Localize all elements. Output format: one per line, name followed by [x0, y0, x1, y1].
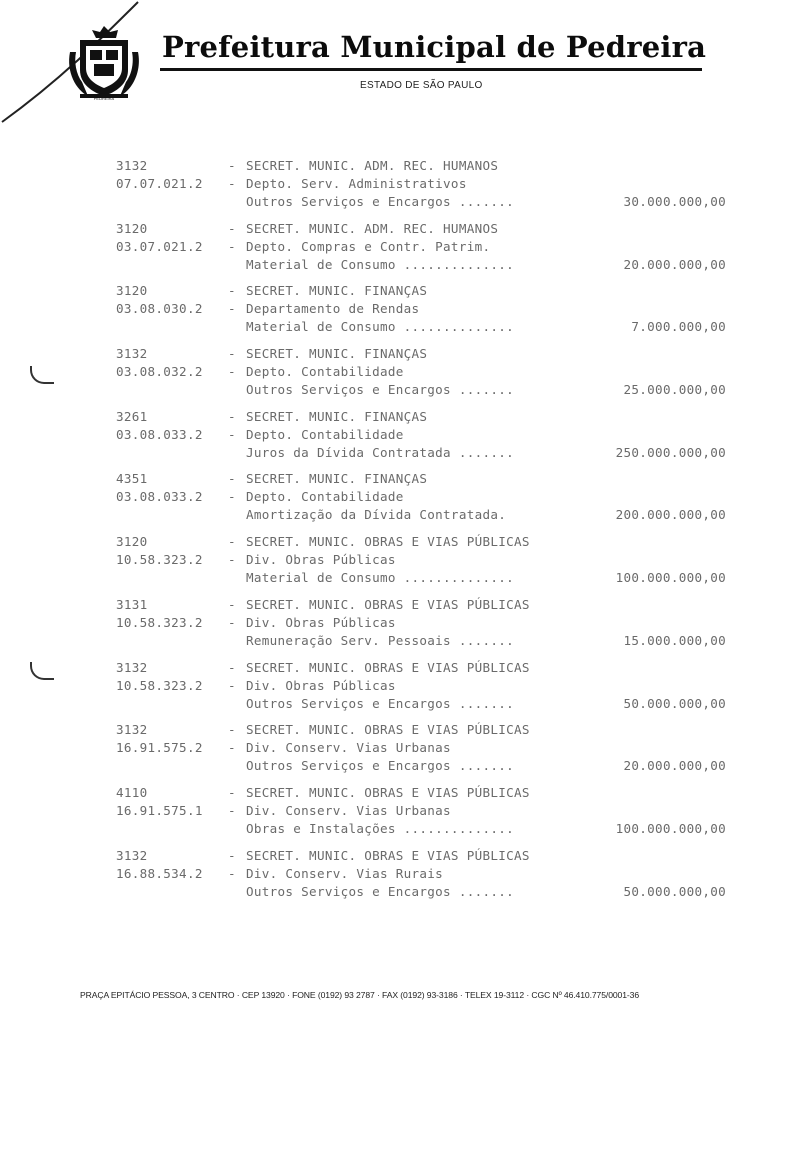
budget-entry: [116, 408, 736, 471]
program-code: 10.58.323.2: [116, 552, 203, 568]
budget-entry: [116, 282, 736, 345]
entry-dash: -: [228, 176, 236, 191]
entry-line: [116, 175, 736, 193]
expense-code: 4110: [116, 784, 148, 800]
entry-amount: 50.000.000,00: [623, 695, 726, 711]
program-code: 16.88.534.2: [116, 865, 203, 881]
entry-line: [116, 363, 736, 381]
entry-dash: -: [228, 614, 236, 630]
entry-line: [116, 282, 736, 300]
expense-code: 3120: [116, 283, 148, 299]
program-code: 16.91.575.1: [116, 802, 203, 818]
entry-amount: 200.000.000,00: [615, 507, 726, 523]
budget-entry: [116, 470, 736, 533]
entry-dash: -: [228, 722, 236, 738]
entry-line: [116, 220, 736, 238]
entry-dash: -: [228, 364, 236, 380]
entry-line: [116, 695, 736, 713]
entry-dash: -: [228, 784, 236, 800]
expense-code: 3132: [116, 722, 148, 738]
unit-name: Depto. Compras e Contr. Patrim.: [246, 238, 491, 254]
expense-code: 3132: [116, 346, 148, 362]
entry-line: [116, 193, 736, 211]
unit-name: Div. Conserv. Vias Urbanas: [246, 802, 451, 818]
entry-dash: -: [228, 802, 236, 818]
entry-line: [116, 300, 736, 318]
unit-name: Depto. Serv. Administrativos: [246, 176, 467, 191]
expense-item: Outros Serviços e Encargos .......: [246, 382, 514, 398]
unit-name: Div. Conserv. Vias Urbanas: [246, 740, 451, 756]
secretariat-name: SECRET. MUNIC. FINANÇAS: [246, 283, 428, 299]
entry-line: [116, 721, 736, 739]
entry-amount: 20.000.000,00: [623, 758, 726, 774]
entry-line: [116, 614, 736, 632]
entry-line: [116, 488, 736, 506]
expense-code: 3132: [116, 158, 148, 173]
entry-dash: -: [228, 346, 236, 362]
entry-amount: 50.000.000,00: [623, 883, 726, 899]
unit-name: Div. Obras Públicas: [246, 677, 396, 693]
program-code: 03.08.032.2: [116, 364, 203, 380]
expense-code: 3120: [116, 534, 148, 550]
expense-code: 4351: [116, 471, 148, 487]
expense-item: Outros Serviços e Encargos .......: [246, 695, 514, 711]
entry-dash: -: [228, 426, 236, 442]
entry-dash: -: [228, 408, 236, 424]
entry-dash: -: [228, 865, 236, 881]
unit-name: Div. Obras Públicas: [246, 552, 396, 568]
punch-hole-mark-top: [30, 366, 54, 384]
entry-line: [116, 444, 736, 462]
secretariat-name: SECRET. MUNIC. OBRAS E VIAS PÚBLICAS: [246, 596, 530, 612]
entry-line: [116, 659, 736, 677]
entry-dash: -: [228, 283, 236, 299]
secretariat-name: SECRET. MUNIC. OBRAS E VIAS PÚBLICAS: [246, 722, 530, 738]
secretariat-name: SECRET. MUNIC. OBRAS E VIAS PÚBLICAS: [246, 534, 530, 550]
entry-line: [116, 632, 736, 650]
coat-of-arms-icon: [66, 22, 142, 104]
crest-caption: PEDREIRA: [93, 96, 115, 101]
expense-item: Outros Serviços e Encargos .......: [246, 758, 514, 774]
entry-dash: -: [228, 677, 236, 693]
entry-dash: -: [228, 534, 236, 550]
program-code: 03.08.033.2: [116, 426, 203, 442]
budget-entry: [116, 533, 736, 596]
entry-line: [116, 318, 736, 336]
secretariat-name: SECRET. MUNIC. FINANÇAS: [246, 346, 428, 362]
entry-line: [116, 820, 736, 838]
entry-dash: -: [228, 552, 236, 568]
program-code: 03.07.021.2: [116, 238, 203, 254]
entry-dash: -: [228, 659, 236, 675]
unit-name: Div. Obras Públicas: [246, 614, 396, 630]
expense-item: Outros Serviços e Encargos .......: [246, 194, 514, 209]
letterhead-rule: [160, 68, 702, 71]
entry-amount: 30.000.000,00: [623, 194, 726, 209]
entry-dash: -: [228, 301, 236, 317]
budget-entry: [116, 157, 736, 220]
program-code: 03.08.033.2: [116, 489, 203, 505]
secretariat-name: SECRET. MUNIC. FINANÇAS: [246, 408, 428, 424]
entry-amount: 7.000.000,00: [631, 319, 726, 335]
secretariat-name: SECRET. MUNIC. OBRAS E VIAS PÚBLICAS: [246, 847, 530, 863]
punch-hole-mark-bottom: [30, 662, 54, 680]
entry-line: [116, 256, 736, 274]
entry-line: [116, 381, 736, 399]
entry-line: [116, 157, 736, 175]
entry-line: [116, 883, 736, 901]
budget-entry: [116, 659, 736, 722]
expense-item: Amortização da Dívida Contratada.: [246, 507, 507, 523]
expense-code: 3132: [116, 659, 148, 675]
expense-item: Juros da Dívida Contratada .......: [246, 444, 514, 460]
entry-line: [116, 345, 736, 363]
entry-amount: 100.000.000,00: [615, 820, 726, 836]
expense-code: 3132: [116, 847, 148, 863]
letterhead-title: Prefeitura Municipal de Pedreira: [162, 30, 707, 64]
expense-item: Obras e Instalações ..............: [246, 820, 514, 836]
entry-dash: -: [228, 489, 236, 505]
budget-entry: [116, 721, 736, 784]
entry-line: [116, 596, 736, 614]
entry-line: [116, 506, 736, 524]
unit-name: Departamento de Rendas: [246, 301, 420, 317]
entry-amount: 15.000.000,00: [623, 632, 726, 648]
entry-line: [116, 569, 736, 587]
expense-item: Remuneração Serv. Pessoais .......: [246, 632, 514, 648]
unit-name: Depto. Contabilidade: [246, 364, 404, 380]
budget-entry: [116, 847, 736, 910]
entry-line: [116, 238, 736, 256]
budget-allocation-list: [116, 157, 736, 909]
unit-name: Div. Conserv. Vias Rurais: [246, 865, 444, 881]
expense-item: Material de Consumo ..............: [246, 256, 514, 272]
expense-item: Material de Consumo ..............: [246, 570, 514, 586]
expense-item: Outros Serviços e Encargos .......: [246, 883, 514, 899]
budget-entry: [116, 220, 736, 283]
expense-code: 3120: [116, 220, 148, 236]
entry-dash: -: [228, 740, 236, 756]
expense-code: 3131: [116, 596, 148, 612]
program-code: 10.58.323.2: [116, 614, 203, 630]
budget-entry: [116, 596, 736, 659]
budget-entry: [116, 784, 736, 847]
entry-line: [116, 865, 736, 883]
program-code: 10.58.323.2: [116, 677, 203, 693]
entry-dash: -: [228, 238, 236, 254]
entry-amount: 25.000.000,00: [623, 382, 726, 398]
secretariat-name: SECRET. MUNIC. ADM. REC. HUMANOS: [246, 158, 499, 173]
letterhead-subtitle: ESTADO DE SÃO PAULO: [360, 80, 483, 91]
entry-dash: -: [228, 596, 236, 612]
entry-line: [116, 533, 736, 551]
entry-line: [116, 847, 736, 865]
unit-name: Depto. Contabilidade: [246, 489, 404, 505]
entry-amount: 20.000.000,00: [623, 256, 726, 272]
secretariat-name: SECRET. MUNIC. FINANÇAS: [246, 471, 428, 487]
entry-line: [116, 784, 736, 802]
entry-line: [116, 426, 736, 444]
entry-line: [116, 551, 736, 569]
program-code: 03.08.030.2: [116, 301, 203, 317]
entry-dash: -: [228, 471, 236, 487]
entry-line: [116, 677, 736, 695]
program-code: 07.07.021.2: [116, 176, 203, 191]
entry-dash: -: [228, 847, 236, 863]
program-code: 16.91.575.2: [116, 740, 203, 756]
entry-dash: -: [228, 158, 236, 173]
expense-code: 3261: [116, 408, 148, 424]
secretariat-name: SECRET. MUNIC. OBRAS E VIAS PÚBLICAS: [246, 784, 530, 800]
entry-line: [116, 408, 736, 426]
entry-amount: 250.000.000,00: [615, 444, 726, 460]
footer-address: PRAÇA EPITÁCIO PESSOA, 3 CENTRO · CEP 13920 · FONE (0192) 93 2787 · FAX (0192) 93-3186 · TELEX 19-3112 · CGC Nº 46.410.775/0001-36: [80, 990, 640, 1000]
entry-line: [116, 739, 736, 757]
secretariat-name: SECRET. MUNIC. OBRAS E VIAS PÚBLICAS: [246, 659, 530, 675]
entry-line: [116, 470, 736, 488]
unit-name: Depto. Contabilidade: [246, 426, 404, 442]
entry-line: [116, 757, 736, 775]
entry-dash: -: [228, 220, 236, 236]
secretariat-name: SECRET. MUNIC. ADM. REC. HUMANOS: [246, 220, 499, 236]
budget-entry: [116, 345, 736, 408]
entry-amount: 100.000.000,00: [615, 570, 726, 586]
expense-item: Material de Consumo ..............: [246, 319, 514, 335]
entry-line: [116, 802, 736, 820]
